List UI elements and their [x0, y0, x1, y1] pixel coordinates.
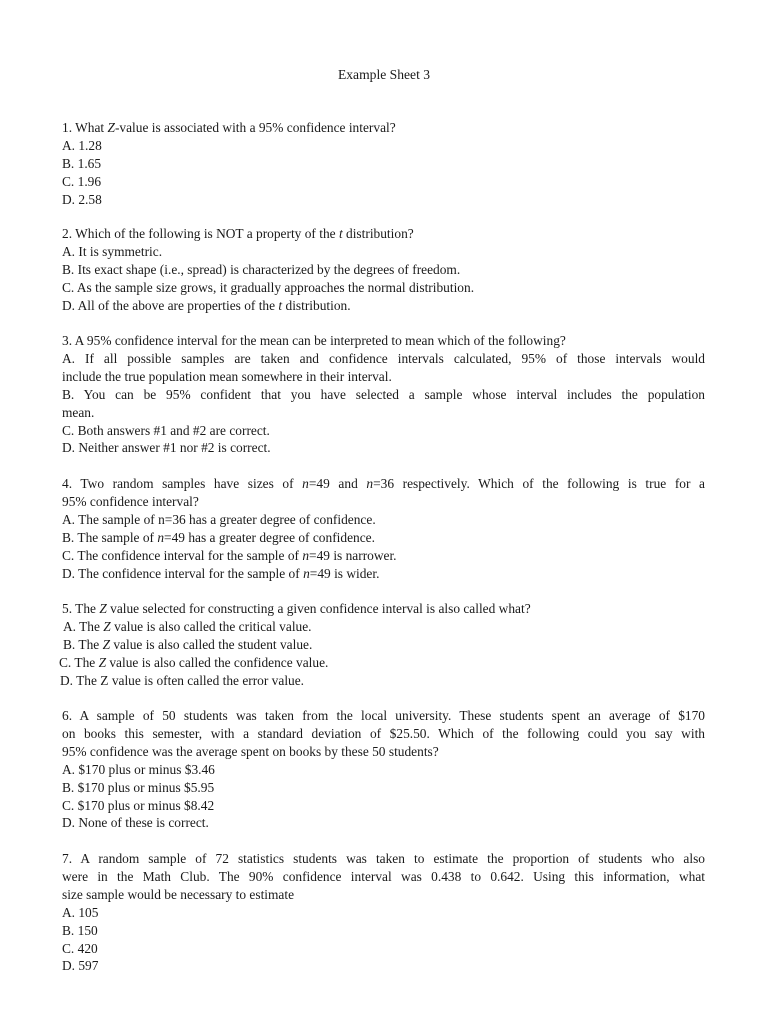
question-5-option-a: A. The Z value is also called the critical value.: [63, 618, 312, 634]
question-2-option-b: B. Its exact shape (i.e., spread) is characterized by the degrees of freedom.: [62, 261, 461, 277]
question-7-option-a: A. 105: [62, 904, 99, 920]
question-6-text-line1: 6. A sample of 50 students was taken from the local university. These students spent an average of $170: [62, 708, 705, 723]
question-6-option-c: C. $170 plus or minus $8.42: [62, 797, 215, 813]
question-6-option-d: D. None of these is correct.: [62, 815, 209, 831]
question-2-option-a: A. It is symmetric.: [62, 243, 163, 259]
question-1-option-c: C. 1.96: [62, 173, 102, 189]
question-1-option-b: B. 1.65: [62, 155, 102, 171]
question-4-option-b: B. The sample of n=49 has a greater degree of confidence.: [62, 529, 375, 545]
question-1-text: 1. What Z-value is associated with a 95% confidence interval?: [62, 120, 396, 135]
question-7: [62, 850, 705, 975]
question-1-option-a: A. 1.28: [62, 137, 102, 153]
question-4-option-a: A. The sample of n=36 has a greater degree of confidence.: [62, 511, 376, 527]
question-2: [62, 225, 705, 315]
question-5-option-d: D. The Z value is often called the error value.: [60, 672, 305, 688]
question-6-text-line3: 95% confidence was the average spent on books by these 50 students?: [62, 743, 439, 759]
question-5: [59, 600, 705, 690]
question-3-option-b-line2: mean.: [62, 404, 95, 420]
question-2-option-c: C. As the sample size grows, it gradually approaches the normal distribution.: [62, 279, 475, 295]
page-title: Example Sheet 3: [337, 67, 431, 82]
question-4: [62, 475, 705, 582]
question-4-option-d: D. The confidence interval for the sample of n=49 is wider.: [62, 565, 380, 581]
question-4-text-line1: 4. Two random samples have sizes of n=49 and n=36 respectively. Which of the following is true for a: [62, 476, 705, 491]
question-5-option-c: C. The Z value is also called the confidence value.: [59, 654, 329, 670]
question-7-option-d: D. 597: [62, 958, 99, 974]
question-3-option-d: D. Neither answer #1 nor #2 is correct.: [62, 440, 271, 456]
question-6: [62, 707, 705, 832]
question-7-option-b: B. 150: [62, 922, 98, 938]
question-3: [62, 332, 705, 457]
question-1-option-d: D. 2.58: [62, 191, 102, 207]
question-7-text-line2: were in the Math Club. The 90% confidence interval was 0.438 to 0.642. Using this information, what: [62, 868, 705, 884]
question-3-option-a-line1: A. If all possible samples are taken and confidence intervals calculated, 95% of those intervals would: [62, 350, 705, 366]
question-4-text-line2: 95% confidence interval?: [62, 493, 199, 509]
question-3-option-a-line2: include the true population mean somewhere in their interval.: [62, 368, 392, 384]
question-3-option-b-line1: B. You can be 95% confident that you have selected a sample whose interval includes the population: [62, 386, 705, 402]
question-3-text: 3. A 95% confidence interval for the mean can be interpreted to mean which of the following?: [62, 333, 566, 348]
question-2-option-d: D. All of the above are properties of the t distribution.: [62, 297, 351, 313]
question-6-option-a: A. $170 plus or minus $3.46: [62, 761, 215, 777]
question-5-option-b: B. The Z value is also called the student value.: [63, 636, 313, 652]
question-3-option-c: C. Both answers #1 and #2 are correct.: [62, 422, 270, 438]
question-6-option-b: B. $170 plus or minus $5.95: [62, 779, 215, 795]
question-5-text: 5. The Z value selected for constructing a given confidence interval is also called what?: [62, 601, 531, 616]
question-7-text-line1: 7. A random sample of 72 statistics students was taken to estimate the proportion of students who also: [62, 851, 705, 866]
question-4-option-c: C. The confidence interval for the sample of n=49 is narrower.: [62, 547, 397, 563]
question-7-option-c: C. 420: [62, 940, 98, 956]
question-6-text-line2: on books this semester, with a standard deviation of $25.50. Which of the following could you say with: [62, 725, 705, 741]
question-7-text-line3: size sample would be necessary to estimate: [62, 886, 295, 902]
question-1: [62, 119, 705, 209]
question-2-text: 2. Which of the following is NOT a property of the t distribution?: [62, 226, 414, 241]
